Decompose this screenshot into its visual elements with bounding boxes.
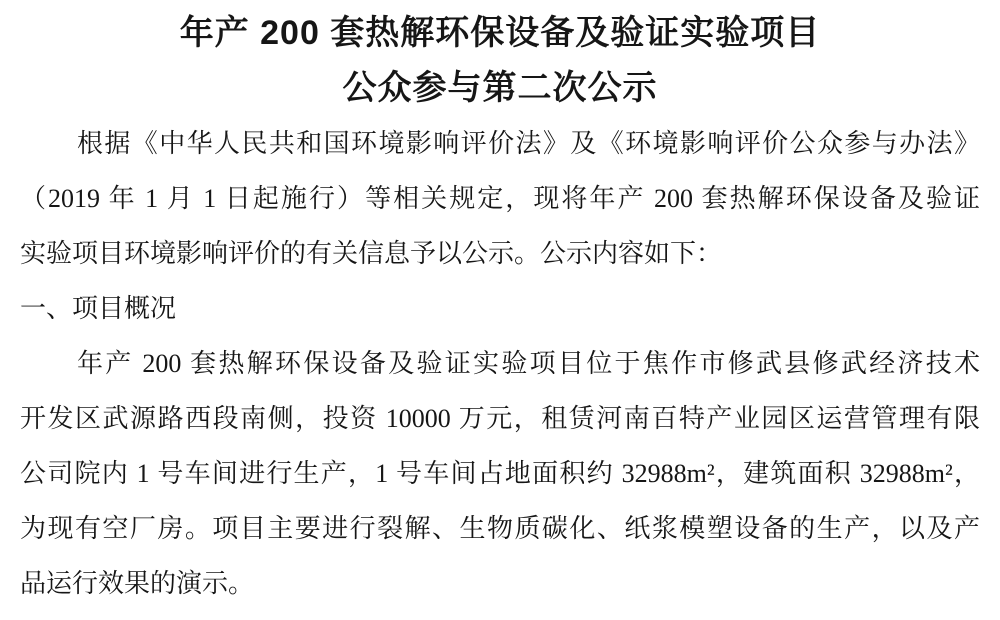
intro-paragraph-line: （2019 年 1 月 1 日起施行）等相关规定，现将年产 200 套热解环保设备及验证 <box>20 184 980 213</box>
project-overview-line: 年产 200 套热解环保设备及验证实验项目位于焦作市修武县修武经济技术 <box>77 349 980 378</box>
document-title-line-2: 公众参与第二次公示 <box>342 69 658 107</box>
project-overview-line: 品运行效果的演示。 <box>20 569 255 598</box>
document-title-line-1: 年产 200 套热解环保设备及验证实验项目 <box>179 14 821 52</box>
intro-paragraph-line: 实验项目环境影响评价的有关信息予以公示。公示内容如下： <box>20 239 723 268</box>
project-overview-line: 开发区武源路西段南侧，投资 10000 万元，租赁河南百特产业园区运营管理有限 <box>20 404 980 433</box>
project-overview-line: 为现有空厂房。项目主要进行裂解、生物质碳化、纸浆模塑设备的生产，以及产 <box>20 514 980 543</box>
project-overview-paragraph <box>20 336 980 611</box>
intro-paragraph <box>20 116 980 281</box>
project-overview-line: 公司院内 1 号车间进行生产，1 号车间占地面积约 32988m²，建筑面积 32988m²， <box>20 459 980 488</box>
section-heading-project-overview: 一、项目概况 <box>20 294 177 323</box>
document-title <box>20 6 980 116</box>
intro-paragraph-line: 根据《中华人民共和国环境影响评价法》及《环境影响评价公众参与办法》 <box>77 129 980 158</box>
